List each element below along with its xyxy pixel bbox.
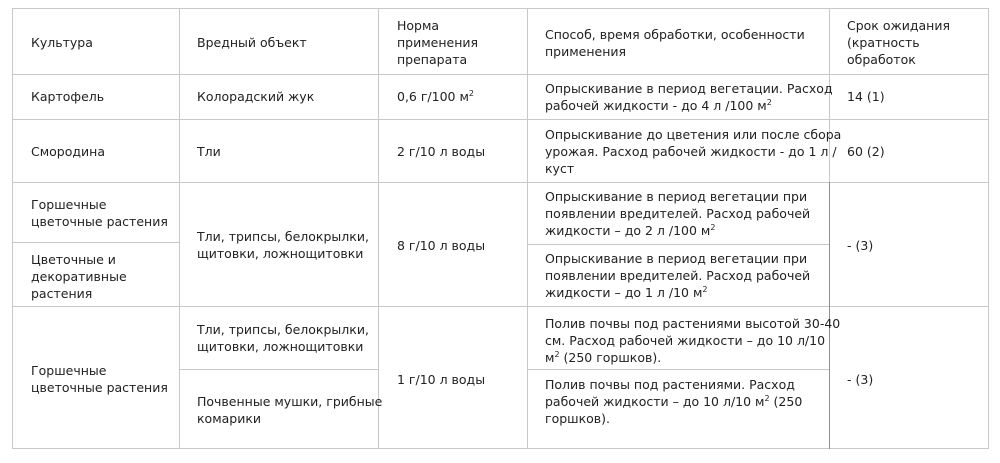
header-pest: Вредный объект bbox=[197, 35, 307, 50]
header-rate: Норма применения препарата bbox=[397, 18, 479, 67]
row4-method-b-line1: Полив почвы под растениями. Расход bbox=[545, 377, 795, 392]
row4-rate: 1 г/10 л воды bbox=[397, 372, 486, 387]
row3-method-a bbox=[545, 188, 810, 239]
row1-rate bbox=[397, 88, 474, 105]
row3-bottom-border bbox=[12, 306, 988, 307]
row3-crop-b: Цветочные и декоративные растения bbox=[31, 252, 127, 301]
row1-waiting: 14 (1) bbox=[847, 89, 885, 104]
row4-pest-a: Тли, трипсы, белокрылки, щитовки, ложнощитовки bbox=[197, 322, 369, 354]
row1-pest: Колорадский жук bbox=[197, 89, 315, 104]
row4-method-a bbox=[545, 315, 840, 366]
header-bottom-border bbox=[12, 74, 988, 75]
row4-split-pest bbox=[179, 369, 378, 370]
table-top-border bbox=[12, 8, 988, 9]
row4-method-a-line3-end: (250 горшков). bbox=[559, 350, 662, 365]
row1-rate-text: 0,6 г/100 м bbox=[397, 89, 469, 104]
row4-method-a-line3-start: м bbox=[545, 350, 555, 365]
row1-method-line2: рабочей жидкости - до 4 л /100 м bbox=[545, 98, 767, 113]
row3-method-b-line3: жидкости – до 1 л /10 м bbox=[545, 285, 703, 300]
row1-bottom-border bbox=[12, 119, 988, 120]
col-divider-4-row3 bbox=[829, 182, 830, 307]
row1-method-superscript: 2 bbox=[766, 97, 772, 107]
row2-rate: 2 г/10 л воды bbox=[397, 144, 486, 159]
header-method: Способ, время обработки, особенности применения bbox=[545, 27, 805, 59]
row3-waiting: - (3) bbox=[847, 238, 874, 253]
row4-method-b-line3: горшков). bbox=[545, 411, 611, 426]
row3-method-a-lines: Опрыскивание в период вегетации при появлении вредителей. Расход рабочей bbox=[545, 189, 811, 221]
row4-crop: Горшечные цветочные растения bbox=[31, 363, 168, 395]
row4-method-b bbox=[545, 376, 802, 427]
row3-method-a-line3: жидкости – до 2 л /100 м bbox=[545, 223, 711, 238]
header-waiting: Срок ожидания (кратность обработок bbox=[847, 18, 950, 67]
row3-split-method bbox=[527, 244, 830, 245]
table-bottom-border bbox=[12, 448, 988, 449]
header-crop: Культура bbox=[31, 35, 93, 50]
row2-method: Опрыскивание до цветения или после сбора урожая. Расход рабочей жидкости - до 1 л / куст bbox=[545, 127, 842, 176]
row2-bottom-border bbox=[12, 182, 988, 183]
row3-method-b-lines: Опрыскивание в период вегетации при появлении вредителей. Расход рабочей bbox=[545, 251, 811, 283]
row4-pest-b: Почвенные мушки, грибные комарики bbox=[197, 394, 383, 426]
row4-waiting: - (3) bbox=[847, 372, 874, 387]
row1-method-line1: Опрыскивание в период вегетации. Расход bbox=[545, 81, 833, 96]
row4-method-a-superscript: 2 bbox=[554, 349, 560, 359]
row1-crop: Картофель bbox=[31, 89, 105, 104]
row4-method-b-superscript: 2 bbox=[764, 393, 770, 403]
row1-rate-superscript: 2 bbox=[468, 88, 474, 98]
col-divider-1 bbox=[179, 8, 180, 449]
row3-method-b bbox=[545, 250, 810, 301]
row4-method-b-line2-start: рабочей жидкости – до 10 л/10 м bbox=[545, 394, 765, 409]
row2-crop: Смородина bbox=[31, 144, 105, 159]
row2-pest: Тли bbox=[197, 144, 221, 159]
row4-method-a-lines: Полив почвы под растениями высотой 30-40 см. Расход рабочей жидкости – до 10 л/10 bbox=[545, 316, 841, 348]
row3-rate: 8 г/10 л воды bbox=[397, 238, 486, 253]
table-left-border bbox=[12, 8, 13, 449]
row4-split-method bbox=[527, 369, 830, 370]
row1-method bbox=[545, 80, 833, 114]
row2-waiting: 60 (2) bbox=[847, 144, 885, 159]
col-divider-3 bbox=[527, 8, 528, 449]
row3-pest: Тли, трипсы, белокрылки, щитовки, ложнощитовки bbox=[197, 229, 369, 261]
col-divider-2 bbox=[378, 8, 379, 449]
table-right-border bbox=[988, 8, 989, 449]
row4-method-b-line2-end: (250 bbox=[769, 394, 803, 409]
row3-crop-a: Горшечные цветочные растения bbox=[31, 197, 168, 229]
row3-split-crop bbox=[12, 242, 179, 243]
row3-method-a-superscript: 2 bbox=[710, 222, 716, 232]
row3-method-b-superscript: 2 bbox=[702, 284, 708, 294]
